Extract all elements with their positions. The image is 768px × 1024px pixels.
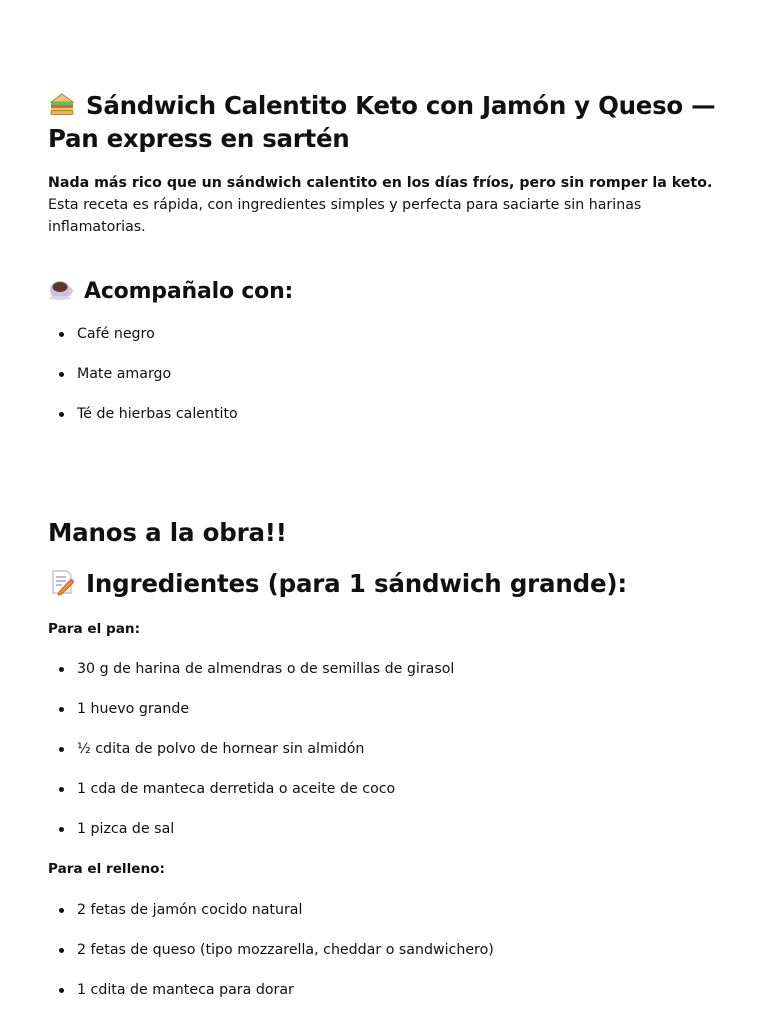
list-item	[48, 324, 720, 344]
bullet-icon	[59, 372, 64, 377]
list-item	[48, 900, 720, 920]
list-item-text: 1 cda de manteca derretida o aceite de coco	[77, 781, 396, 797]
accompany-heading	[48, 276, 293, 307]
ingredients-heading	[48, 567, 627, 600]
list-item-text: 2 fetas de queso (tipo mozzarella, cheddar o sandwichero)	[77, 942, 494, 958]
ingredients-heading-text: Ingredientes (para 1 sándwich grande):	[86, 569, 627, 598]
bullet-icon	[59, 412, 64, 417]
bread-list	[48, 659, 720, 859]
list-item-text: 1 huevo grande	[77, 701, 190, 717]
bullet-icon	[59, 787, 64, 792]
list-item	[48, 940, 720, 960]
list-item-text: 1 pizca de sal	[77, 821, 175, 837]
filling-label: Para el relleno:	[48, 861, 165, 877]
list-item-text: Café negro	[77, 326, 155, 342]
list-item	[48, 739, 720, 759]
bullet-icon	[59, 667, 64, 672]
sandwich-icon	[48, 90, 76, 118]
recipe-title-text: Sándwich Calentito Keto con Jamón y Queso — Pan express en sartén	[48, 91, 716, 153]
bullet-icon	[59, 908, 64, 913]
accompany-heading-text: Acompañalo con:	[84, 279, 294, 304]
list-item-text: Té de hierbas calentito	[77, 406, 238, 422]
intro-bold-text: Nada más rico que un sándwich calentito en los días fríos, pero sin romper la keto.	[48, 175, 713, 191]
list-item	[48, 364, 720, 384]
bullet-icon	[59, 948, 64, 953]
list-item-text: 1 cdita de manteca para dorar	[77, 982, 294, 998]
list-item	[48, 659, 720, 679]
accompany-list	[48, 324, 720, 444]
memo-icon	[48, 568, 76, 596]
list-item	[48, 699, 720, 719]
intro-paragraph	[48, 172, 720, 238]
recipe-title	[48, 89, 720, 155]
list-item	[48, 819, 720, 839]
coffee-cup-icon	[48, 276, 74, 302]
list-item	[48, 404, 720, 424]
filling-list	[48, 900, 720, 1020]
list-item-text: 30 g de harina de almendras o de semillas de girasol	[77, 661, 455, 677]
list-item	[48, 779, 720, 799]
list-item-text: ½ cdita de polvo de hornear sin almidón	[77, 741, 365, 757]
list-item	[48, 980, 720, 1000]
bread-label: Para el pan:	[48, 621, 141, 637]
bullet-icon	[59, 988, 64, 993]
bullet-icon	[59, 332, 64, 337]
bullet-icon	[59, 827, 64, 832]
list-item-text: Mate amargo	[77, 366, 172, 382]
intro-text: Esta receta es rápida, con ingredientes simples y perfecta para saciarte sin harinas inflamatorias.	[48, 197, 642, 235]
bullet-icon	[59, 707, 64, 712]
bullet-icon	[59, 747, 64, 752]
manos-heading: Manos a la obra!!	[48, 518, 287, 547]
list-item-text: 2 fetas de jamón cocido natural	[77, 902, 303, 918]
